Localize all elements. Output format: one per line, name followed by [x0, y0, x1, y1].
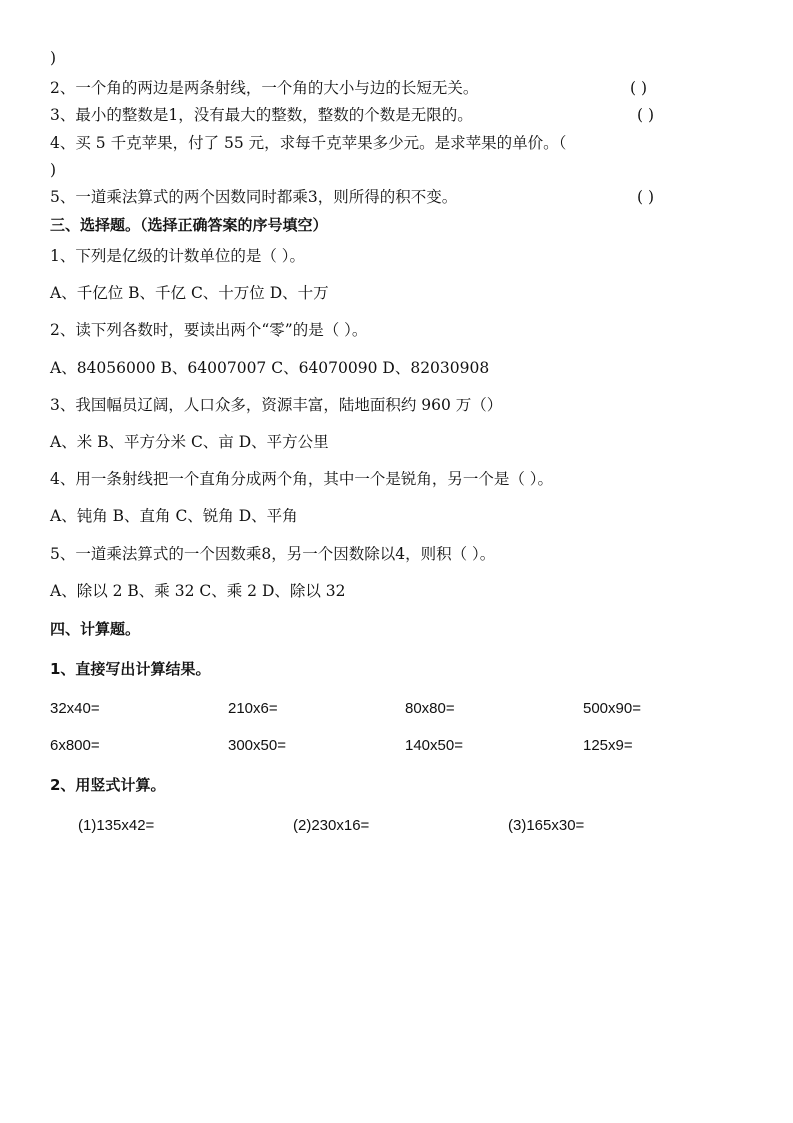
- choice-q1-options: A、千亿位 B、千亿 C、十万位 D、十万: [50, 284, 329, 302]
- calc-vertical-heading: 2、用竖式计算。: [50, 776, 166, 794]
- calc-item: 32x40=: [50, 700, 100, 717]
- choice-q3: 3、我国幅员辽阔，人口众多，资源丰富，陆地面积约 960 万（）: [50, 396, 503, 414]
- judge-q2-paren: ( ): [630, 79, 648, 97]
- vertical-calc-item: (3)165x30=: [508, 817, 585, 834]
- choice-q2-options: A、84056000 B、64007007 C、64070090 D、82030908: [50, 359, 490, 377]
- calc-item: 125x9=: [583, 737, 633, 754]
- choice-q5: 5、一道乘法算式的一个因数乘8，另一个因数除以4，则积（ ）。: [50, 545, 496, 563]
- choice-heading: 三、选择题。（选择正确答案的序号填空）: [50, 216, 328, 234]
- calc-item: 500x90=: [583, 700, 641, 717]
- calc-item: 6x800=: [50, 737, 100, 754]
- judge-q4: 4、买 5 千克苹果，付了 55 元，求每千克苹果多少元。是求苹果的单价。（: [50, 134, 567, 152]
- judge-cont-paren: ): [50, 49, 57, 67]
- choice-q4: 4、用一条射线把一个直角分成两个角，其中一个是锐角，另一个是（ ）。: [50, 470, 554, 488]
- calc-direct-heading: 1、直接写出计算结果。: [50, 660, 211, 678]
- judge-q5: 5、一道乘法算式的两个因数同时都乘3，则所得的积不变。: [50, 188, 458, 206]
- vertical-calc-item: (1)135x42=: [78, 817, 155, 834]
- calc-item: 210x6=: [228, 700, 278, 717]
- choice-q1: 1、下列是亿级的计数单位的是（ ）。: [50, 247, 306, 265]
- choice-q2: 2、读下列各数时，要读出两个“零”的是（ ）。: [50, 321, 368, 339]
- judge-q5-paren: ( ): [637, 188, 655, 206]
- judge-q3: 3、最小的整数是1，没有最大的整数，整数的个数是无限的。: [50, 106, 473, 124]
- choice-q4-options: A、钝角 B、直角 C、锐角 D、平角: [50, 507, 298, 525]
- calc-item: 300x50=: [228, 737, 286, 754]
- choice-q5-options: A、除以 2 B、乘 32 C、乘 2 D、除以 32: [50, 582, 346, 600]
- calc-heading: 四、计算题。: [50, 620, 141, 638]
- judge-q3-paren: ( ): [637, 106, 655, 124]
- vertical-calc-item: (2)230x16=: [293, 817, 370, 834]
- judge-q4-cont: ): [50, 161, 57, 179]
- calc-item: 140x50=: [405, 737, 463, 754]
- calc-item: 80x80=: [405, 700, 455, 717]
- choice-q3-options: A、米 B、平方分米 C、亩 D、平方公里: [50, 433, 329, 451]
- judge-q2: 2、一个角的两边是两条射线，一个角的大小与边的长短无关。: [50, 79, 479, 97]
